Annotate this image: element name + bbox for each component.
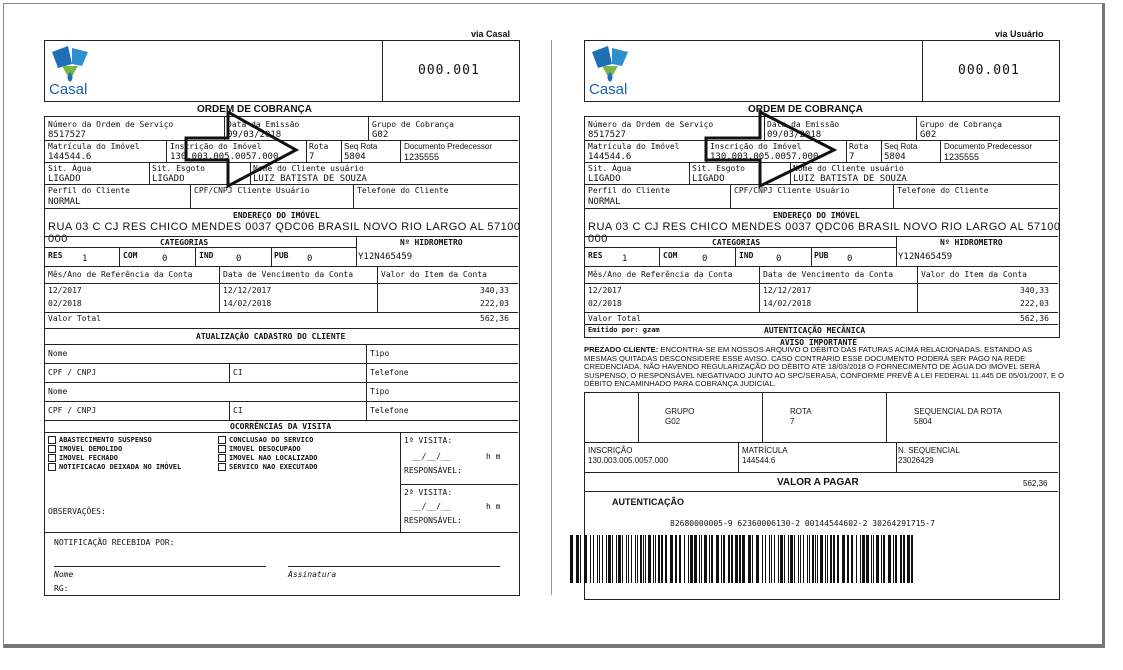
order-title: ORDEM DE COBRANÇA (748, 104, 863, 115)
barcode-bar (628, 535, 629, 583)
barcode-bar (635, 535, 636, 583)
barcode-bar (739, 535, 741, 583)
barcode-bar (798, 535, 799, 583)
barcode-bar (790, 535, 793, 583)
svg-text:Casal: Casal (589, 81, 628, 98)
barcode-bar (812, 535, 814, 583)
total-value: 562,36 (480, 314, 509, 323)
barcode-bar (900, 535, 902, 583)
barcode-bar (807, 535, 808, 583)
inscription-value: 130.003.005.0057.000 (170, 152, 279, 162)
barcode-bar (688, 535, 689, 583)
profile-value: NORMAL (48, 197, 81, 207)
billing-group-value: G02 (372, 130, 389, 140)
barcode-bar (856, 535, 857, 583)
barcode-bar (860, 535, 861, 583)
barcode-bar (866, 535, 869, 583)
barcode-bar (830, 535, 832, 583)
arrow-annotation (700, 108, 840, 188)
barcode-bar (599, 535, 600, 583)
barcode-bar (643, 535, 644, 583)
barcode-bar (655, 535, 656, 583)
barcode-bar (833, 535, 835, 583)
via-casal-copy: via Casal 000.001 Casal ORDEM DE COBRANÇA Número da Ordem de Serviço 8517527 Data da Emissão 09/03/2018 Grupo de Cobrança G02 Matrícula do Imóvel 144544.6 Inscrição do Imóvel 130.003.005.0057.000 Rota 7 Seq Rota 5804 Documento Predecessor 1235555 Sit. Água LIGADO Sit. Esgoto LIGADO Nome do Cliente usuário LUIZ BATISTA DE SOUZA Perfil do Cliente NORMAL CPF/CNPJ Cliente Usuário Telefone do Cliente ENDEREÇO DO IMÓVEL RUA 03 C CJ RES CHICO MENDES 0037 QDC06 BRASIL NOVO RIO LARGO AL 57100 000 CATEGORIAS Nº HIDROMETRO RES 1 COM 0 IND 0 PUB 0 Y12N465459 Mês/Ano de Referência da Conta Data de Vencimento da Conta Valor do Item da Conta 12/2017 12/12/2017 340,33 02/2018 14/02/2018 222,03 Valor Total 562,36 ATUALIZAÇÃO CADASTRO DO CLIENTE Nome Tipo CPF / CNPJ CI Telefone Nome Tipo CPF / CNPJ CI Telefone OCORRÊNCIAS DA VISITA ABASTECIMENTO SUSPENSO IMOVEL DEMOLIDO IMOVEL FECHADO NOTIFICACAO DEIXADA NO IMÓVEL CONCLUSAO DO SERVICO IMOVEL DESOCUPADO IMOVEL NAO LOCALIZADO SERVICO NAO EXECUTADO 1ª VISITA: __/__/__ h m RESPONSÁVEL: 2ª VISITA: __/__/__ h m RESPONSÁVEL: OBSERVAÇÕES: NOTIFICAÇÃO RECEBIDA POR: Nome Assinatura RG: (0, 0, 540, 670)
water-status-value: LIGADO (48, 174, 81, 184)
barcode-bar (580, 535, 581, 583)
barcode-bar (771, 535, 772, 583)
barcode-bar (675, 535, 677, 583)
barcode-bar (731, 535, 733, 583)
barcode-bar (709, 535, 710, 583)
barcode-bar (871, 535, 872, 583)
barcode-bar (661, 535, 663, 583)
barcode-bar (637, 535, 638, 583)
barcode-bar (842, 535, 845, 583)
barcode-bar (756, 535, 759, 583)
notice-text: PREZADO CLIENTE: ENCONTRA-SE EM NOSSOS ARQUIVO O DÉBITO DAS FATURAS ACIMA RELACIONADAS. ESTANDO AS MESMAS QUITADAS DESCONSIDERE ESSE AVISO. CASO CONTRARIO ESSE DOCUMENTO PODERÁ SER PAGO NA REDE CREDENCIADA. NÃO HAVENDO REGULARIZAÇÃO DO DÉBITO ATÉ 18/03/2018 O FORNECIMENTO DE ÁGUA DO IMÓVEL SERÁ SUSPENSO, O RESPONSÁVEL NEGATIVADO JUNTO AO SPC/SERASA, CONFORME PREVÊ A LEI FEDERAL 11.445 DE 05/01/2007, E O DÉBITO ENCAMINHADO PARA COBRANÇA JUDICIAL. (584, 345, 1064, 389)
barcode-bar (597, 535, 598, 583)
barcode-bar (780, 535, 783, 583)
barcode-bar (893, 535, 894, 583)
meter-value: Y12N465459 (358, 252, 413, 262)
barcode-bar (618, 535, 621, 583)
registration-value: 144544.6 (48, 152, 92, 162)
barcode-bar (631, 535, 632, 583)
barcode-bar (809, 535, 810, 583)
barcode-bar (742, 535, 745, 583)
barcode-bar (612, 535, 613, 583)
barcode-bar (626, 535, 627, 583)
route-seq-value: 5804 (344, 152, 366, 162)
barcode-bar (851, 535, 853, 583)
via-usuario-copy: via Usuário 000.001 Casal ORDEM DE COBRANÇA Número da Ordem de Serviço 8517527 Data da Emissão 09/03/2018 Grupo de Cobrança G02 Matrícula do Imóvel 144544.6 Inscrição do Imóvel 130.003.005.0057.000 Rota 7 Seq Rota 5804 Documento Predecessor 1235555 Sit. Água LIGADO Sit. Esgoto LIGADO Nome do Cliente usuário LUIZ BATISTA DE SOUZA Perfil do Cliente NORMAL CPF/CNPJ Cliente Usuário Telefone do Cliente ENDEREÇO DO IMÓVEL RUA 03 C CJ RES CHICO MENDES 0037 QDC06 BRASIL NOVO RIO LARGO AL 57100 000 CATEGORIAS Nº HIDROMETRO RES 1 COM 0 IND 0 PUB 0 Y12N465459 Mês/Ano de Referência da Conta Data de Vencimento da Conta Valor do Item da Conta 12/2017 12/12/2017 340,33 02/2018 14/02/2018 222,03 Valor Total 562,36 Emitido por: gzam AUTENTICAÇÃO MECÂNICA AVISO IMPORTANTE PREZADO CLIENTE: ENCONTRA-SE EM NOSSOS ARQUIVO O DÉBITO DAS FATURAS ACIMA RELACIONADAS. ESTANDO AS MESMAS QUITADAS DESCONSIDERE ESSE AVISO. CASO CONTRARIO ESSE DOCUMENTO PODERÁ SER PAGO NA REDE CREDENCIADA. NÃO HAVENDO REGULARIZAÇÃO DO DÉBITO ATÉ 18/03/2018 O FORNECIMENTO DE ÁGUA DO IMÓVEL SERÁ SUSPENSO, O RESPONSÁVEL NEGATIVADO JUNTO AO SPC/SERASA, CONFORME PREVÊ A LEI FEDERAL 11.445 DE 05/01/2007, E O DÉBITO ENCAMINHADO PARA COBRANÇA JUDICIAL. GRUPO G02 ROTA 7 SEQUENCIAL DA ROTA 5804 INSCRIÇÃO 130.003.005.0057.000 MATRÍCULA 144544.6 N. SEQUENCIAL 23026429 VALOR A PAGAR 562,36 AUTENTICAÇÃO 82680000005-9 62360006130-2 00144544602-2 30264291715-7 (540, 0, 1080, 670)
barcode (570, 535, 1010, 583)
barcode-bar (876, 535, 879, 583)
barcode-bar (765, 535, 766, 583)
barcode-bar (895, 535, 897, 583)
via-label: via Casal (471, 29, 511, 39)
barcode-bar (690, 535, 693, 583)
predecessor-value: 1235555 (404, 152, 440, 162)
barcode-bar (762, 535, 763, 583)
emission-date-value: 09/03/2018 (227, 130, 282, 140)
barcode-bar (911, 535, 913, 583)
barcode-bar (590, 535, 591, 583)
barcode-bar (716, 535, 719, 583)
arrow-annotation (180, 108, 300, 188)
barcode-bar (616, 535, 617, 583)
address-value: RUA 03 C CJ RES CHICO MENDES 0037 QDC06 BRASIL NOVO RIO LARGO AL 57100 000 (48, 221, 521, 245)
barcode-bar (800, 535, 801, 583)
casal-logo (48, 44, 100, 98)
barcode-bar (903, 535, 905, 583)
barcode-bar (645, 535, 646, 583)
route-value: 7 (309, 152, 315, 162)
barcode-bar (704, 535, 707, 583)
barcode-bar (570, 535, 573, 583)
barcode-bar (873, 535, 874, 583)
barcode-bar (883, 535, 885, 583)
client-name-value: LUIZ BATISTA DE SOUZA (253, 174, 367, 184)
barcode-bar (778, 535, 779, 583)
barcode-bar (748, 535, 751, 583)
barcode-bar (699, 535, 700, 583)
barcode-bar (837, 535, 839, 583)
barcode-bar (721, 535, 722, 583)
barcode-bar (606, 535, 607, 583)
document-number: 000.001 (958, 63, 1020, 78)
barcode-bar (653, 535, 654, 583)
barcode-bar (735, 535, 738, 583)
barcode-bar (815, 535, 816, 583)
barcode-bar (881, 535, 882, 583)
barcode-bar (769, 535, 770, 583)
barcode-bar (608, 535, 611, 583)
sewer-status-value: LIGADO (152, 174, 185, 184)
barcode-bar (648, 535, 651, 583)
barcode-bar (593, 535, 594, 583)
barcode-bar (907, 535, 910, 583)
barcode-bar (862, 535, 865, 583)
barcode-bar (665, 535, 667, 583)
barcode-bar (774, 535, 775, 583)
svg-text:Casal: Casal (49, 81, 88, 98)
barcode-bar (602, 535, 603, 583)
barcode-bar (803, 535, 804, 583)
barcode-bar (684, 535, 685, 583)
order-title: ORDEM DE COBRANÇA (197, 104, 312, 115)
barcode-bar (576, 535, 579, 583)
barcode-bar (788, 535, 789, 583)
barcode-bar (847, 535, 849, 583)
barcode-bar (723, 535, 725, 583)
document-number: 000.001 (418, 63, 480, 78)
barcode-bar (670, 535, 673, 583)
order-number-value: 8517527 (48, 130, 86, 140)
barcode-bar (711, 535, 713, 583)
barcode-bar (728, 535, 730, 583)
barcode-bar (622, 535, 623, 583)
barcode-bar (679, 535, 681, 583)
barcode-bar (658, 535, 660, 583)
barcode-bar (752, 535, 753, 583)
amount-due: 562,36 (1023, 479, 1048, 488)
barcode-bar (784, 535, 785, 583)
barcode-bar (827, 535, 828, 583)
barcode-bar (825, 535, 826, 583)
via-label: via Usuário (995, 29, 1044, 39)
barcode-bar (794, 535, 795, 583)
barcode-bar (820, 535, 823, 583)
barcode-bar (817, 535, 818, 583)
barcode-bar (701, 535, 702, 583)
barcode-bar (694, 535, 697, 583)
barcode-bar (640, 535, 642, 583)
barcode-bar (888, 535, 891, 583)
barcode-bar (584, 535, 587, 583)
barcode-digits: 82680000005-9 62360006130-2 00144544602-2 30264291715-7 (670, 519, 935, 528)
casal-logo (588, 44, 640, 98)
